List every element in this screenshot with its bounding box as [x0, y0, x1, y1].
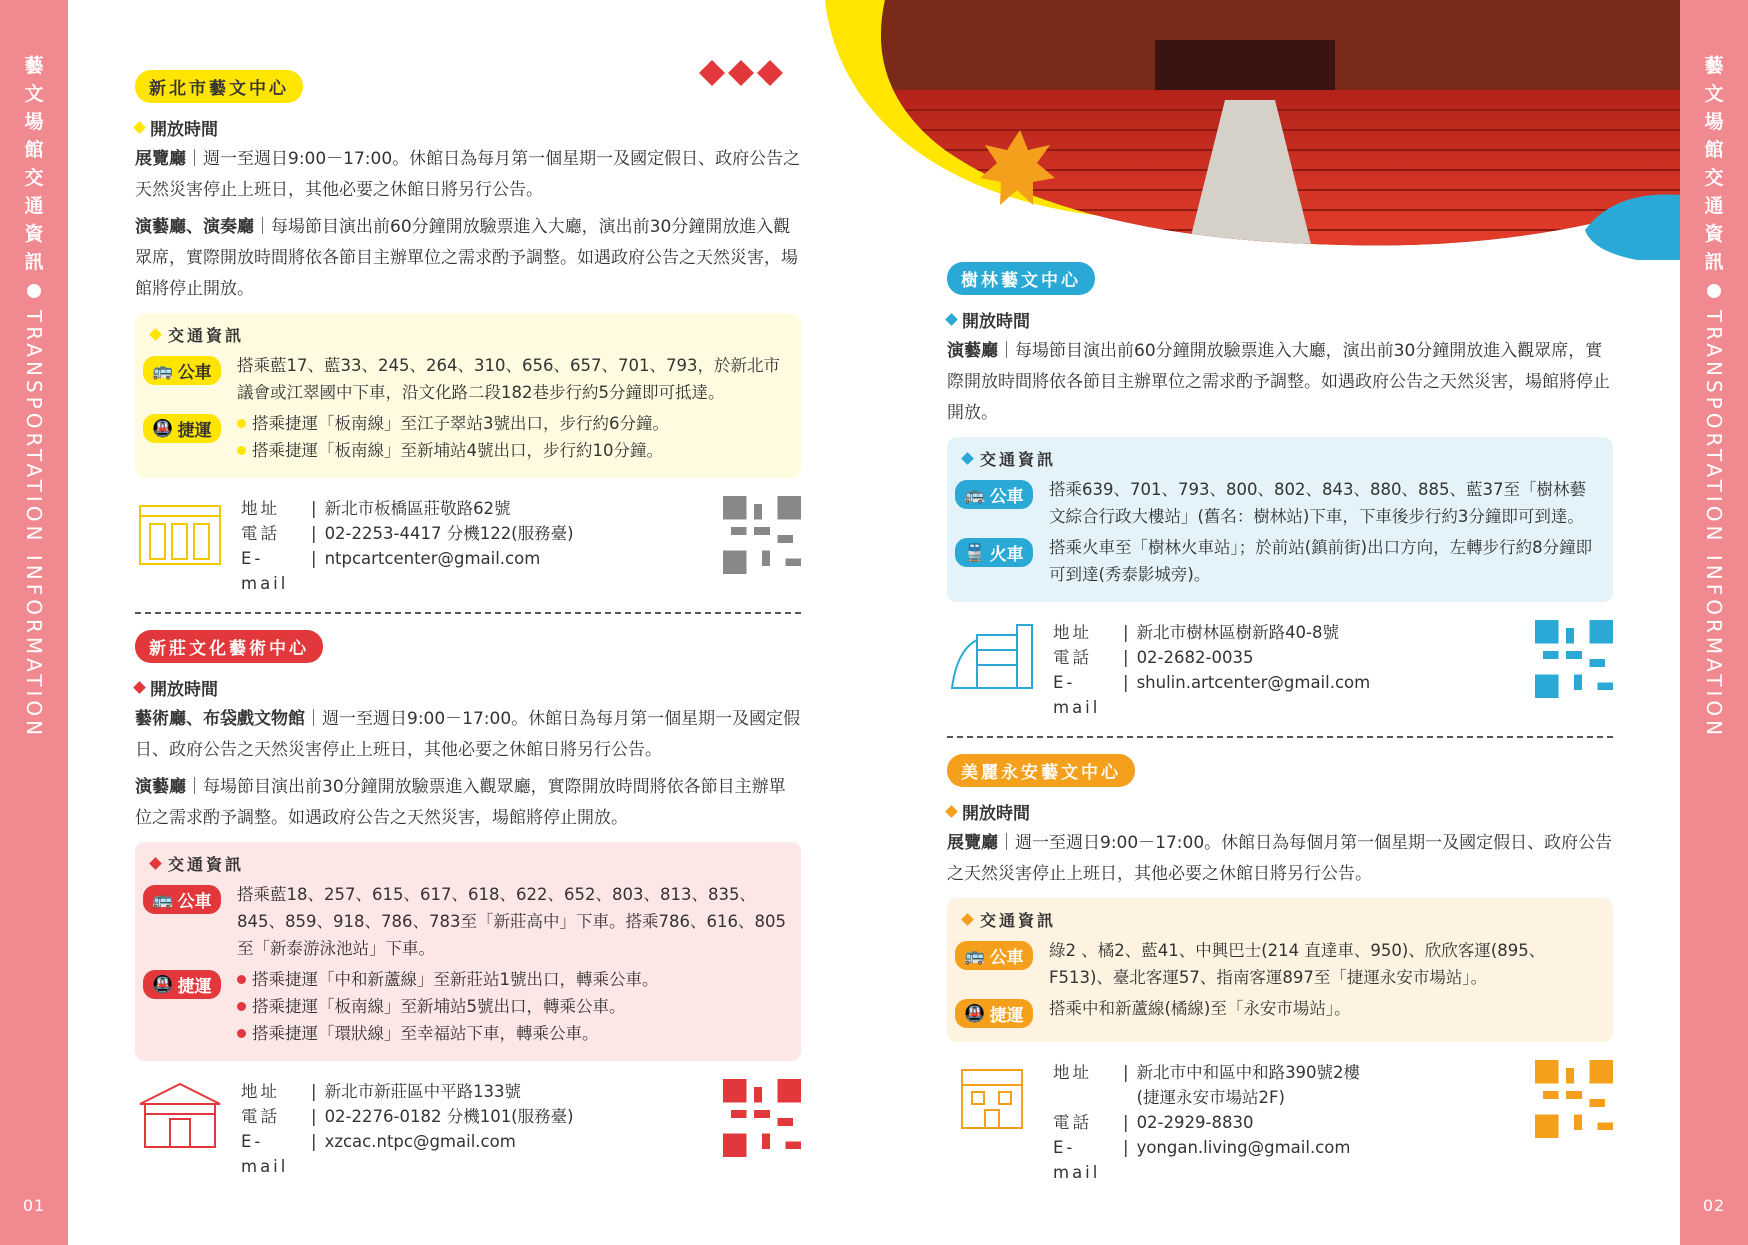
email-key: E-mail: [241, 1132, 289, 1176]
mrt-chip: [143, 970, 221, 999]
transport-label: 交通資訊: [168, 855, 245, 874]
transport-label: 交通資訊: [980, 911, 1057, 930]
qr-code-icon[interactable]: [1535, 620, 1613, 698]
venue-shulin: [947, 262, 1613, 738]
hours-heading: [135, 675, 801, 700]
email-link[interactable]: xzcac.ntpc@gmail.com: [324, 1132, 516, 1151]
phone-value: 02-2682-0035: [1136, 648, 1254, 667]
qr-code-icon[interactable]: [1535, 1060, 1613, 1138]
address-key: 地址: [241, 1082, 280, 1101]
contact-table: 地址 | 新北市板橋區莊敬路62號 電話 | 02-2253-4417 分機122(服務臺) E-mail | ntpcartcenter@gmail.com: [241, 496, 723, 596]
hours-text: ｜每場節目演出前30分鐘開放驗票進入觀眾廳，實際開放時間將依各節目主辦單位之需求酌予調整。如遇政府公告之天然災害，場館將停止開放。: [135, 777, 786, 828]
contact-info: [947, 620, 1613, 720]
english-title: TRANSPORTATION INFORMATION: [1702, 310, 1726, 740]
contact-table: 地址 | 新北市新莊區中平路133號 電話 | 02-2276-0182 分機101(服務臺) E-mail | xzcac.ntpc@gmail.com: [241, 1079, 723, 1179]
bus-row: [143, 881, 789, 962]
diamond-icon: [961, 452, 974, 465]
mrt-item: [237, 993, 659, 1020]
bullet-icon: [237, 446, 246, 455]
hours-paragraph: [947, 828, 1613, 890]
bus-chip: [955, 480, 1033, 509]
hall-name: 展覽廳: [135, 149, 186, 169]
contact-info: [135, 1079, 801, 1179]
bus-chip: [955, 941, 1033, 970]
title-char: 資: [24, 223, 44, 245]
mrt-text: 搭乘中和新蘆線(橘線)至「永安市場站」。: [1049, 999, 1351, 1018]
mrt-label: 捷運: [177, 977, 212, 997]
venue-xinbei: [135, 70, 801, 614]
mrt-item: [237, 410, 669, 437]
phone-key: 電話: [1053, 1113, 1092, 1132]
venue-title: 新北市藝文中心: [135, 70, 303, 103]
phone-key: 電話: [1053, 648, 1092, 667]
mrt-row: [143, 966, 789, 1047]
title-char: 藝: [24, 55, 44, 77]
phone-value: 02-2276-0182 分機101(服務臺): [324, 1107, 574, 1126]
title-char: 館: [1704, 139, 1724, 161]
building-icon: [947, 1060, 1037, 1130]
phone-value: 02-2929-8830: [1136, 1113, 1254, 1132]
venue-yongan: [947, 754, 1613, 1185]
mrt-chip: [143, 414, 221, 443]
page-number: 01: [22, 1196, 46, 1215]
mrt-item-text: 搭乘捷運「板南線」至江子翠站3號出口，步行約6分鐘。: [252, 414, 669, 433]
address-key: 地址: [241, 499, 280, 518]
title-char: 通: [1704, 195, 1724, 217]
venue-title: 新莊文化藝術中心: [135, 630, 323, 663]
hall-name: 展覽廳: [947, 833, 998, 853]
phone-key: 電話: [241, 524, 280, 543]
english-title: TRANSPORTATION INFORMATION: [22, 310, 46, 740]
title-char: 交: [1704, 167, 1724, 189]
mrt-icon: 🚇: [964, 1003, 986, 1024]
phone-value: 02-2253-4417 分機122(服務臺): [324, 524, 574, 543]
mrt-item: [237, 1020, 659, 1047]
hours-text: ｜每場節目演出前60分鐘開放驗票進入大廳，演出前30分鐘開放進入觀眾席，實際開放時間將依各節目主辦單位之需求酌予調整。如遇政府公告之天然災害，場館將停止開放。: [135, 217, 798, 299]
mrt-icon: 🚇: [152, 974, 174, 995]
building-icon: [135, 1079, 225, 1149]
hours-label: 開放時間: [962, 804, 1030, 824]
bus-chip: [143, 885, 221, 914]
mrt-row: [955, 995, 1601, 1028]
mrt-item-text: 搭乘捷運「中和新蘆線」至新莊站1號出口，轉乘公車。: [252, 970, 659, 989]
transport-box: [135, 313, 801, 478]
train-row: [955, 534, 1601, 588]
title-char: 文: [24, 83, 44, 105]
address-note: (捷運永安市場站2F): [1136, 1088, 1285, 1107]
contact-info: [135, 496, 801, 596]
address-value: 新北市樹林區樹新路40-8號: [1136, 623, 1340, 642]
mrt-item-text: 搭乘捷運「環狀線」至幸福站下車，轉乘公車。: [252, 1024, 599, 1043]
hours-label: 開放時間: [962, 312, 1030, 332]
vertical-title: [0, 52, 68, 739]
hours-paragraph: [135, 212, 801, 305]
hours-heading: [135, 115, 801, 140]
title-char: 訊: [1704, 251, 1724, 273]
email-link[interactable]: ntpcartcenter@gmail.com: [324, 549, 541, 568]
building-icon: [135, 496, 225, 566]
mrt-label: 捷運: [989, 1006, 1024, 1026]
bus-label: 公車: [177, 892, 212, 912]
venue-title: 樹林藝文中心: [947, 262, 1095, 295]
hours-paragraph: [135, 704, 801, 766]
address-key: 地址: [1053, 1063, 1092, 1082]
diamond-icon: [945, 313, 958, 326]
mrt-chip: [955, 999, 1033, 1028]
dot-icon: [1707, 284, 1721, 298]
hours-text: ｜週一至週日9:00－17:00。休館日為每個月第一個星期一及國定假日、政府公告之天然災害停止上班日，其他必要之休館日將另行公告。: [947, 833, 1613, 884]
transport-box: [135, 842, 801, 1061]
email-key: E-mail: [241, 549, 289, 593]
transport-heading: [963, 447, 1601, 470]
mrt-label: 捷運: [177, 421, 212, 441]
bus-text: 綠2 、橘2、藍41、中興巴士(214 直達車、950)、欣欣客運(895、F513)、臺北客運57、指南客運897至「捷運永安市場站」。: [1049, 941, 1546, 987]
bus-icon: 🚌: [964, 945, 986, 966]
bus-row: [143, 352, 789, 406]
mrt-item: [237, 437, 669, 464]
title-char: 場: [1704, 111, 1724, 133]
bus-chip: [143, 356, 221, 385]
contact-table: 地址 | 新北市中和區中和路390號2樓 (捷運永安市場站2F) 電話 | 02-2929-8830 E-mail | yongan.living@gmail.com: [1053, 1060, 1535, 1185]
transport-heading: [963, 908, 1601, 931]
title-char: 文: [1704, 83, 1724, 105]
bus-label: 公車: [177, 363, 212, 383]
hall-name: 藝術廳、布袋戲文物館: [135, 709, 305, 729]
train-chip: [955, 538, 1033, 567]
left-sidebar: [0, 0, 68, 1245]
contact-table: 地址 | 新北市樹林區樹新路40-8號 電話 | 02-2682-0035 E-mail | shulin.artcenter@gmail.com: [1053, 620, 1535, 720]
bullet-icon: [237, 419, 246, 428]
title-char: 藝: [1704, 55, 1724, 77]
qr-code-icon[interactable]: [723, 496, 801, 574]
train-text: 搭乘火車至「樹林火車站」；於前站(鎮前街)出口方向，左轉步行約8分鐘即可到達(秀泰影城旁)。: [1049, 538, 1593, 584]
email-key: E-mail: [1053, 1138, 1101, 1182]
bullet-icon: [237, 1002, 246, 1011]
title-char: 交: [24, 167, 44, 189]
diamond-icon: [149, 328, 162, 341]
hall-name: 演藝廳: [947, 341, 998, 361]
hours-text: ｜每場節目演出前60分鐘開放驗票進入大廳，演出前30分鐘開放進入觀眾席，實際開放時間將依各節目主辦單位之需求酌予調整。如遇政府公告之天然災害，場館將停止開放。: [947, 341, 1610, 423]
left-column: [135, 70, 801, 1179]
hours-label: 開放時間: [150, 120, 218, 140]
bullet-icon: [237, 975, 246, 984]
transport-label: 交通資訊: [980, 450, 1057, 469]
contact-info: [947, 1060, 1613, 1185]
hall-name: 演藝廳: [135, 777, 186, 797]
title-char: 館: [24, 139, 44, 161]
hours-paragraph: [135, 772, 801, 834]
bus-icon: 🚌: [152, 889, 174, 910]
title-char: 場: [24, 111, 44, 133]
theater-photo: [825, 0, 1680, 260]
venue-xinzhuang: [135, 630, 801, 1179]
train-label: 火車: [989, 545, 1024, 565]
right-column: [947, 262, 1613, 1185]
address-value: 新北市中和區中和路390號2樓: [1136, 1063, 1361, 1082]
address-value: 新北市新莊區中平路133號: [324, 1082, 522, 1101]
hall-name: 演藝廳、演奏廳: [135, 217, 254, 237]
bus-icon: 🚌: [964, 484, 986, 505]
hours-paragraph: [947, 336, 1613, 429]
mrt-item: [237, 966, 659, 993]
bus-row: [955, 937, 1601, 991]
diamond-icon: [133, 681, 146, 694]
bus-text: 搭乘藍17、藍33、245、264、310、656、657、701、793，於新北市議會或江翠國中下車，沿文化路二段182巷步行約5分鐘即可抵達。: [237, 356, 780, 402]
mrt-row: [143, 410, 789, 464]
bus-text: 搭乘藍18、257、615、617、618、622、652、803、813、835、845、859、918、786、783至「新莊高中」下車。搭乘786、616、805至「新泰游泳池站」下車。: [237, 885, 786, 958]
building-icon: [947, 620, 1037, 690]
bus-label: 公車: [989, 487, 1024, 507]
diamond-icon: [945, 805, 958, 818]
mrt-item-text: 搭乘捷運「板南線」至新埔站5號出口，轉乘公車。: [252, 997, 626, 1016]
hours-text: ｜週一至週日9:00－17:00。休館日為每月第一個星期一及國定假日、政府公告之天然災害停止上班日，其他必要之休館日將另行公告。: [135, 149, 801, 200]
hours-text: ｜週一至週日9:00－17:00。休館日為每月第一個星期一及國定假日、政府公告之天然災害停止上班日，其他必要之休館日將另行公告。: [135, 709, 801, 760]
title-char: 資: [1704, 223, 1724, 245]
email-link[interactable]: shulin.artcenter@gmail.com: [1136, 673, 1371, 692]
diamond-icon: [133, 121, 146, 134]
address-key: 地址: [1053, 623, 1092, 642]
hours-heading: [947, 307, 1613, 332]
train-icon: 🚆: [964, 542, 986, 563]
diamond-icon: [149, 857, 162, 870]
transport-box: [947, 898, 1613, 1042]
hours-label: 開放時間: [150, 680, 218, 700]
email-key: E-mail: [1053, 673, 1101, 717]
title-char: 通: [24, 195, 44, 217]
hours-paragraph: [135, 144, 801, 206]
bus-row: [955, 476, 1601, 530]
dot-icon: [27, 284, 41, 298]
transport-box: [947, 437, 1613, 602]
address-value: 新北市板橋區莊敬路62號: [324, 499, 511, 518]
title-char: 訊: [24, 251, 44, 273]
transport-heading: [151, 852, 789, 875]
mrt-icon: 🚇: [152, 418, 174, 439]
hours-heading: [947, 799, 1613, 824]
vertical-title: [1680, 52, 1748, 739]
transport-label: 交通資訊: [168, 326, 245, 345]
qr-code-icon[interactable]: [723, 1079, 801, 1157]
right-sidebar: [1680, 0, 1748, 1245]
venue-title: 美麗永安藝文中心: [947, 754, 1135, 787]
transport-heading: [151, 323, 789, 346]
diamond-icon: [961, 913, 974, 926]
mrt-item-text: 搭乘捷運「板南線」至新埔站4號出口，步行約10分鐘。: [252, 441, 663, 460]
phone-key: 電話: [241, 1107, 280, 1126]
divider: [135, 612, 801, 614]
bus-label: 公車: [989, 948, 1024, 968]
bullet-icon: [237, 1029, 246, 1038]
page-number: 02: [1702, 1196, 1726, 1215]
bus-icon: 🚌: [152, 360, 174, 381]
bus-text: 搭乘639、701、793、800、802、843、880、885、藍37至「樹林藝文綜合行政大樓站」(舊名：樹林站)下車，下車後步行約3分鐘即可到達。: [1049, 480, 1586, 526]
divider: [947, 736, 1613, 738]
email-link[interactable]: yongan.living@gmail.com: [1136, 1138, 1351, 1157]
